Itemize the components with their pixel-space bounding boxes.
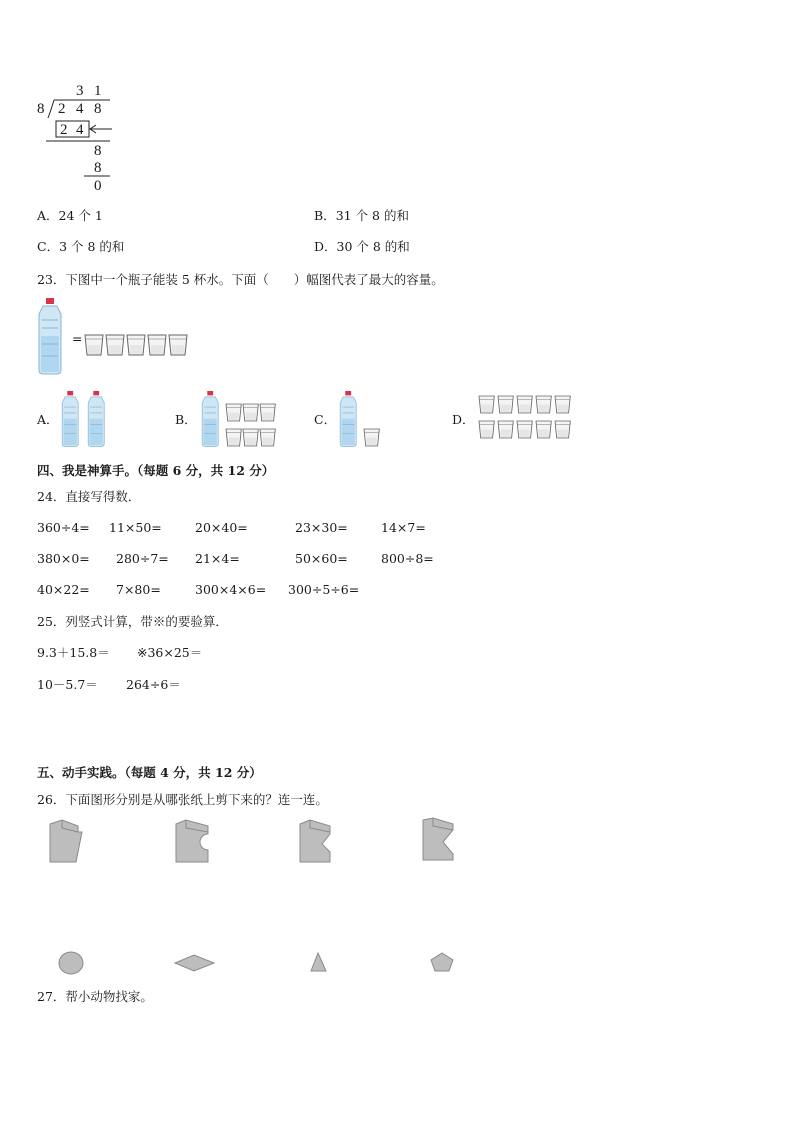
calc-item: 300×4×6= — [195, 582, 267, 597]
calc-item: 300÷5÷6= — [288, 582, 360, 597]
option-d-figure — [479, 396, 574, 446]
bottle-icon — [39, 298, 61, 374]
pentagon-shape-icon[interactable] — [430, 951, 456, 973]
option-b-figure — [200, 391, 280, 451]
option-c-figure — [338, 391, 388, 451]
option-text: 30 个 8 的和 — [336, 239, 410, 254]
calc-item: 50×60= — [295, 551, 348, 566]
cut-paper-4 — [421, 816, 461, 862]
rhombus-shape-icon[interactable] — [174, 953, 216, 973]
quotient-digit: 1 — [94, 83, 102, 99]
calc-item: 380×0= — [37, 551, 90, 566]
option-a-figure — [60, 391, 120, 451]
cup-icon — [127, 335, 145, 355]
option-text: 3 个 8 的和 — [59, 239, 125, 254]
q23-option-c[interactable]: C． — [314, 412, 337, 427]
calc-item: 23×30= — [295, 520, 348, 535]
circle-shape-icon[interactable] — [57, 950, 87, 976]
question-24: 24．直接写得数． — [37, 489, 141, 504]
cup-icon — [106, 335, 124, 355]
q23-option-b[interactable]: B． — [175, 412, 197, 427]
cut-paper-1 — [48, 818, 88, 864]
calc-item: 7×80= — [116, 582, 161, 597]
cup-icon — [148, 335, 166, 355]
section-4-heading: 四、我是神算手。（每题 6 分，共 12 分） — [37, 463, 275, 478]
subtract-digit: 8 — [94, 160, 102, 176]
dividend-digit: 2 — [58, 101, 66, 117]
q23-option-a[interactable]: A． — [37, 412, 59, 427]
equals-sign: = — [72, 331, 83, 346]
long-division — [34, 80, 124, 195]
question-25: 25．列竖式计算，带※的要验算． — [37, 614, 228, 629]
dividend-digit: 4 — [76, 101, 84, 117]
vertical-calc-item: 264÷6＝ — [126, 677, 181, 692]
calc-item: 20×40= — [195, 520, 248, 535]
vertical-calc-item: 9.3＋15.8＝ — [37, 645, 110, 660]
calc-item: 280÷7= — [116, 551, 169, 566]
option-d[interactable] — [314, 239, 410, 255]
boxed-digit: 2 — [60, 122, 68, 138]
q23-option-d[interactable]: D． — [452, 412, 475, 427]
cut-paper-3 — [298, 818, 338, 864]
calc-item: 21×4= — [195, 551, 240, 566]
cup-icon — [85, 335, 103, 355]
divisor: 8 — [37, 101, 45, 117]
quotient-digit: 3 — [76, 83, 84, 99]
option-letter: A． — [37, 208, 59, 223]
question-27: 27．帮小动物找家。 — [37, 989, 153, 1004]
section-5-heading: 五、动手实践。（每题 4 分，共 12 分） — [37, 765, 262, 780]
calc-item: 11×50= — [109, 520, 162, 535]
dividend-digit: 8 — [94, 101, 102, 117]
calc-item: 14×7= — [381, 520, 426, 535]
option-letter: C． — [37, 239, 60, 254]
question-23: 23．下图中一个瓶子能装 5 杯水。下面（ ）幅图代表了最大的容量。 — [37, 272, 444, 287]
calc-item: 40×22= — [37, 582, 90, 597]
option-a[interactable] — [37, 208, 103, 224]
vertical-calc-item: 10－5.7＝ — [37, 677, 98, 692]
question-26: 26．下面图形分别是从哪张纸上剪下来的？连一连。 — [37, 792, 328, 807]
triangle-shape-icon[interactable] — [309, 951, 329, 973]
calc-item: 360÷4= — [37, 520, 90, 535]
option-letter: D． — [314, 239, 337, 254]
brought-down-digit: 8 — [94, 143, 102, 159]
vertical-calc-item: ※36×25＝ — [137, 645, 203, 660]
cut-paper-2 — [174, 818, 214, 864]
bottle-equals-cups-figure — [36, 298, 196, 378]
calc-item: 800÷8= — [381, 551, 434, 566]
boxed-digit: 4 — [76, 122, 84, 138]
option-text: 31 个 8 的和 — [335, 208, 409, 223]
cup-icon — [169, 335, 187, 355]
result-digit: 0 — [94, 178, 102, 194]
option-b[interactable] — [314, 208, 409, 224]
option-c[interactable] — [37, 239, 124, 255]
option-text: 24 个 1 — [58, 208, 103, 223]
option-letter: B． — [314, 208, 336, 223]
